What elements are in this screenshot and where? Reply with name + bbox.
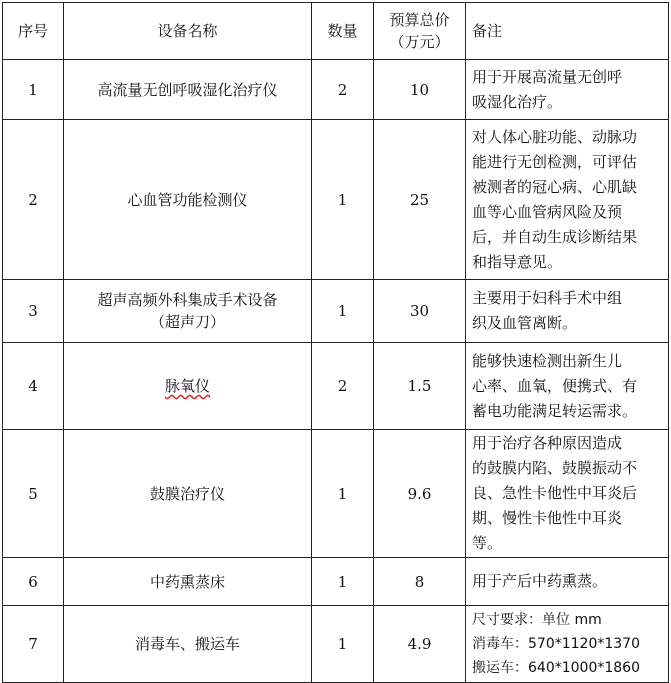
- row-note: [466, 280, 669, 343]
- table-header-row: [3, 3, 669, 60]
- note-line: 搬运车：640*1000*1860: [472, 660, 640, 676]
- table-row: [3, 60, 669, 120]
- name-line: 高流量无创呼吸湿化治疗仪: [97, 80, 278, 99]
- row-note: [466, 430, 669, 558]
- name-line: （超声刀）: [149, 313, 225, 331]
- note-line: 后，并自动生成诊断结果: [472, 227, 638, 246]
- table-row: [3, 558, 669, 606]
- header-budget-line1: 预算总价: [389, 11, 450, 29]
- table-row: [3, 120, 669, 280]
- note-line: 用于治疗各种原因造成: [472, 434, 623, 452]
- header-note: 备注: [466, 3, 669, 60]
- header-index: 序号: [3, 3, 64, 60]
- name-line: 鼓膜治疗仪: [149, 484, 225, 503]
- note-line: 能够快速检测出新生儿: [472, 351, 623, 370]
- header-budget-line2: （万元）: [389, 33, 450, 51]
- row-equipment-name: [64, 558, 312, 606]
- name-line: 消毒车、搬运车: [134, 635, 240, 653]
- header-quantity: 数量: [312, 3, 374, 60]
- row-equipment-name: [64, 430, 312, 558]
- row-quantity: 1: [312, 558, 374, 606]
- row-budget: 25: [374, 120, 466, 280]
- note-line: 蓄电功能满足转运需求。: [472, 401, 638, 420]
- row-note: [466, 606, 669, 683]
- note-line: 心率、血氧，便携式、有: [472, 376, 638, 395]
- name-line: 脉氧仪: [164, 377, 210, 395]
- row-equipment-name: [64, 343, 312, 430]
- note-line: 被测者的冠心病、心肌缺: [472, 177, 638, 196]
- row-budget: 9.6: [374, 430, 466, 558]
- name-line: 中药熏蒸床: [149, 572, 225, 591]
- note-line: 织及血管离断。: [472, 314, 578, 332]
- row-equipment-name: [64, 280, 312, 343]
- row-budget: 4.9: [374, 606, 466, 683]
- row-equipment-name: [64, 60, 312, 120]
- row-index: 3: [3, 280, 64, 343]
- note-line: 主要用于妇科手术中组: [472, 289, 623, 307]
- row-note: [466, 120, 669, 280]
- row-note: [466, 343, 669, 430]
- row-budget: 8: [374, 558, 466, 606]
- row-quantity: 1: [312, 606, 374, 683]
- row-quantity: 2: [312, 60, 374, 120]
- table-row: [3, 430, 669, 558]
- note-line: 消毒车：570*1120*1370: [472, 636, 640, 652]
- row-budget: 10: [374, 60, 466, 120]
- row-budget: 1.5: [374, 343, 466, 430]
- row-index: 7: [3, 606, 64, 683]
- note-line: 用于开展高流量无创呼: [472, 67, 623, 86]
- row-equipment-name: [64, 606, 312, 683]
- note-line: 期、慢性卡他性中耳炎: [472, 509, 623, 527]
- row-index: 2: [3, 120, 64, 280]
- row-quantity: 1: [312, 120, 374, 280]
- note-line: 吸湿化治疗。: [472, 92, 563, 111]
- note-line: 等。: [472, 534, 503, 552]
- row-index: 4: [3, 343, 64, 430]
- row-equipment-name: [64, 120, 312, 280]
- header-budget: [374, 3, 466, 60]
- row-quantity: 1: [312, 280, 374, 343]
- table-row: [3, 280, 669, 343]
- name-line: 超声高频外科集成手术设备: [97, 291, 278, 309]
- note-line: 尺寸要求：单位 mm: [472, 612, 602, 628]
- header-name: 设备名称: [64, 3, 312, 60]
- name-line: 心血管功能检测仪: [127, 190, 248, 209]
- note-line: 对人体心脏功能、动脉功: [472, 127, 638, 146]
- note-line: 血等心血管病风险及预: [472, 202, 623, 221]
- row-index: 5: [3, 430, 64, 558]
- row-index: 1: [3, 60, 64, 120]
- table-row: [3, 606, 669, 683]
- row-index: 6: [3, 558, 64, 606]
- row-quantity: 2: [312, 343, 374, 430]
- note-line: 能进行无创检测，可评估: [472, 152, 638, 171]
- row-quantity: 1: [312, 430, 374, 558]
- note-line: 用于产后中药熏蒸。: [472, 572, 608, 590]
- row-note: [466, 60, 669, 120]
- table-row: [3, 343, 669, 430]
- equipment-budget-table: [2, 2, 669, 683]
- row-budget: 30: [374, 280, 466, 343]
- note-line: 良、急性卡他性中耳炎后: [472, 484, 638, 502]
- row-note: [466, 558, 669, 606]
- note-line: 的鼓膜内陷、鼓膜振动不: [472, 459, 638, 477]
- note-line: 和指导意见。: [472, 252, 563, 271]
